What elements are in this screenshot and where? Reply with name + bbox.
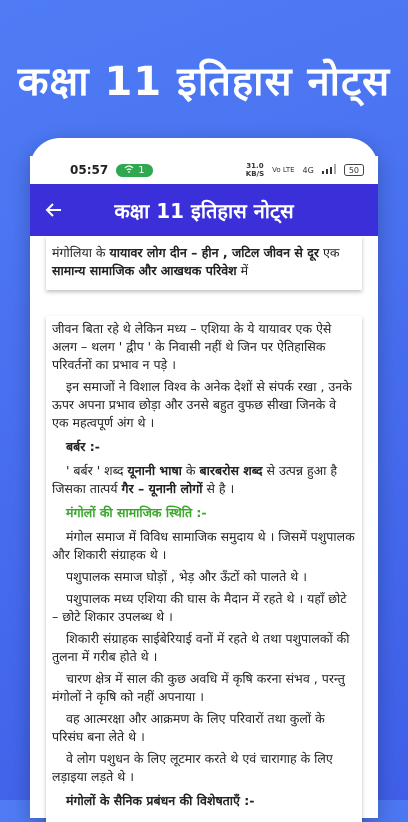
network-speed: 31.0 KB/S: [245, 162, 265, 178]
paragraph-8: चारण क्षेत्र में साल की कुछ अवधि में कृषि करना संभव , परन्तु मंगोलों ने कृषि को नहीं अपनाया ।: [52, 671, 345, 704]
paragraph-3: ' बर्बर ' शब्द यूनानी भाषा के बारबरोस शब्द से उत्पन्न हुआ है जिसका तात्पर्य गैर – यूनानी लोगों से है ।: [52, 463, 338, 496]
paragraph-1: जीवन बिता रहे थे लेकिन मध्य – एशिया के ये यायावर एक ऐसे अलग – थलग ' द्वीप ' के निवासी नहीं थे जिन पर ऐतिहासिक परिवर्तनों का प्रभाव न पड़े ।: [52, 321, 332, 372]
app-bar-title: कक्षा 11 इतिहास नोट्स: [114, 198, 294, 223]
app-bar: [30, 184, 378, 236]
heading-military: मंगोलों के सैनिक प्रबंधन की विशेषताएँ :-: [66, 793, 255, 808]
hotspot-count: 1: [138, 164, 145, 176]
heading-barbar: बर्बर :-: [66, 439, 100, 454]
hotspot-badge: [116, 164, 152, 177]
paragraph-9: वह आत्मरक्षा और आक्रमण के लिए परिवारों तथा कुलों के परिसंघ बना लेते थे ।: [52, 711, 325, 744]
paragraph-6: पशुपालक मध्य एशिया की घास के मैदान में रहते थे । यहाँ छोटे – छोटे शिकार उपलब्ध थे ।: [52, 591, 347, 624]
notes-content[interactable]: [30, 236, 378, 822]
volte-indicator: Vo LTE: [272, 166, 295, 174]
paragraph-5: पशुपालक समाज घोड़ों , भेड़ और ऊँटों को पालते थे ।: [66, 569, 307, 584]
hotspot-icon: [124, 165, 134, 176]
status-bar: [30, 156, 378, 184]
network-type: 4G: [302, 165, 314, 175]
signal-icon: [322, 164, 336, 176]
paragraph-7: शिकारी संग्राहक साईबेरियाई वनों में रहते थे तथा पशुपालकों की तुलना में गरीब होते थे ।: [52, 631, 350, 664]
paragraph-10: वे लोग पशुधन के लिए लूटमार करते थे एवं चारागाह के लिए लड़ाइया लड़ते थे ।: [52, 751, 333, 784]
notes-page-2: [46, 316, 362, 822]
status-indicators: [246, 162, 364, 178]
app-screen: [30, 156, 378, 818]
phone-frame: [30, 138, 378, 818]
status-time: 05:57: [70, 163, 109, 177]
page1-paragraph: मंगोलिया के यायावर लोग दीन – हीन , जटिल जीवन से दूर एक सामान्य सामाजिक और आखथक परिवेश में: [52, 245, 340, 278]
heading-social-status: मंगोलों की सामाजिक स्थिति :-: [66, 505, 207, 520]
promo-title: कक्षा 11 इतिहास नोट्स: [17, 59, 391, 105]
notes-page-1: [46, 236, 362, 290]
battery-indicator: 50: [344, 164, 364, 176]
paragraph-2: इन समाजों ने विशाल विश्व के अनेक देशों से संपर्क रखा , उनके ऊपर अपना प्रभाव छोड़ा और उनसे बहुत वुफछ सीखा जिनके वे एक महत्वपूर्ण अंग थे ।: [52, 379, 352, 430]
back-arrow-icon[interactable]: [42, 198, 66, 222]
paragraph-4: मंगोल समाज में विविध सामाजिक समुदाय थे । जिसमें पशुपालक और शिकारी संग्राहक थे ।: [52, 529, 355, 562]
